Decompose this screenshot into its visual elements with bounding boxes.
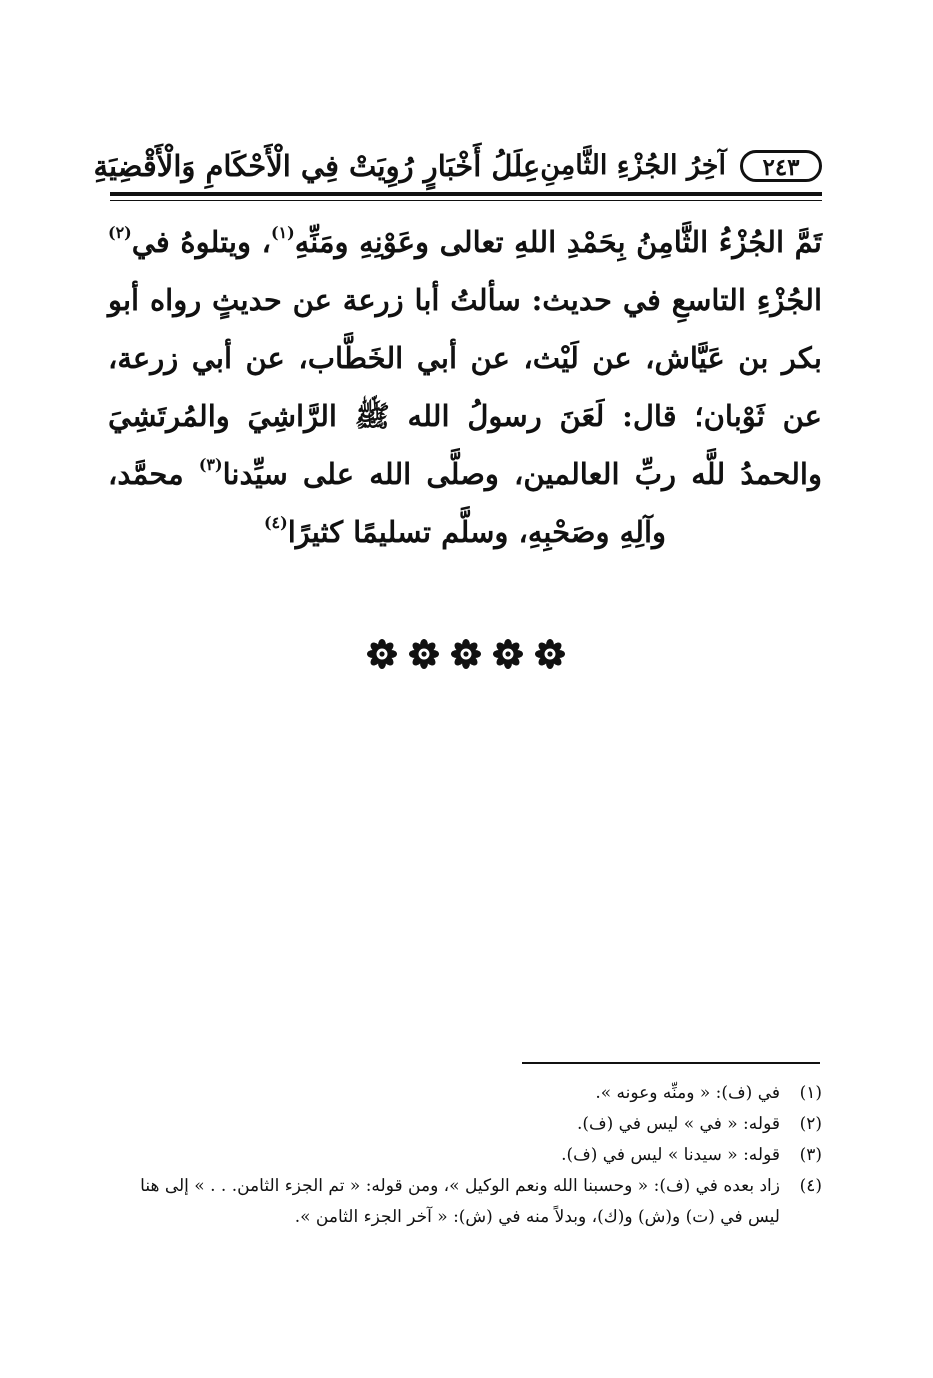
header-rule-thick — [110, 192, 822, 196]
header-right-group — [540, 146, 822, 186]
page-number: ٢٤٣ — [740, 150, 822, 182]
text-line-2: الجُزْءِ التاسعِ في حديث: سألتُ أبا زرعة عن حديثٍ رواه أبو بكر بن عَيَّاش، عن لَيْث، عن أبي الخَطَّاب، عن أبي زرعة، عن ثَوْبان؛ قال: لَعَنَ رسولُ الله ﷺ الرَّاشِيَ والمُرتَشِيَ والحمدُ للَّه ربِّ العالمين، وصلَّى الله على سيِّدنا — [108, 283, 822, 491]
footnote-item — [110, 1140, 822, 1171]
text-line-1: تَمَّ الجُزْءُ الثَّامِنُ بِحَمْدِ اللهِ تعالى وعَوْنِهِ ومَنِّهِ — [294, 225, 822, 259]
section-title: آخِرُ الجُزْءِ الثَّامِنِ — [540, 150, 726, 181]
footnotes — [110, 1078, 822, 1233]
text-line-3: محمَّد، وآلِهِ وصَحْبِهِ، وسلَّم تسليمًا كثيرًا — [108, 457, 667, 549]
footnote-text: قوله: « في » ليس في (ف). — [576, 1114, 780, 1134]
footnote-number: (٢) — [799, 1114, 822, 1134]
footnote-item — [110, 1078, 822, 1109]
star-rosette-icon — [534, 638, 566, 670]
footnote-ref-2: (٢) — [108, 223, 132, 242]
footnote-text: قوله: « سيدنا » ليس في (ف). — [561, 1145, 780, 1165]
footnote-item — [110, 1109, 822, 1140]
text-line-1b: ، ويتلوهُ في — [131, 225, 271, 259]
star-rosette-icon — [366, 638, 398, 670]
footnote-item — [110, 1171, 822, 1233]
book-title: عِلَلُ أَخْبَارٍ رُوِيَتْ فِي الْأَحْكَامِ وَالْأَقْضِيَةِ — [93, 149, 541, 183]
running-header — [93, 138, 822, 186]
footnote-number: (١) — [799, 1083, 822, 1103]
star-rosette-icon — [450, 638, 482, 670]
star-rosette-icon — [408, 638, 440, 670]
main-text — [108, 213, 822, 561]
footnote-separator — [522, 1062, 820, 1064]
footnote-number: (٤) — [799, 1176, 822, 1196]
footnote-text: زاد بعده في (ف): « وحسبنا الله ونعم الوكيل »، ومن قوله: « تم الجزء الثامن. . . » إلى هنا ليس في (ت) و(ش) و(ك)، وبدلاً منه في (ش): « آخر الجزء الثامن ». — [140, 1176, 780, 1227]
footnote-ref-3: (٣) — [198, 455, 223, 474]
footnote-ref-1: (١) — [270, 223, 295, 242]
footnote-ref-4: (٤) — [263, 513, 288, 532]
footnote-number: (٣) — [799, 1145, 822, 1165]
star-rosette-icon — [492, 638, 524, 670]
footnote-text: في (ف): « ومنِّه وعونه ». — [595, 1083, 780, 1103]
section-end-ornaments — [366, 636, 566, 672]
header-rule-thin — [110, 200, 822, 201]
